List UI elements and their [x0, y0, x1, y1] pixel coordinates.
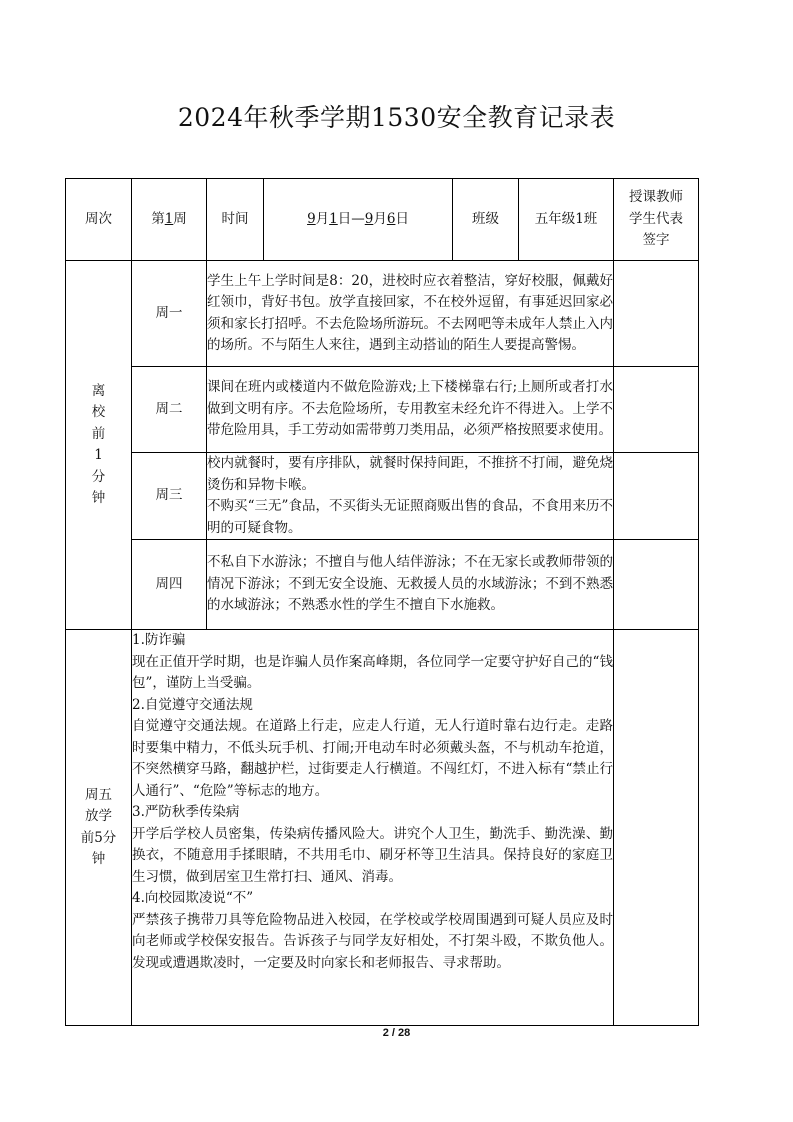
item-text: 自觉遵守交通法规。在道路上行走，应走人行道，无人行道时靠右边行走。走路时要集中精力，不低头玩手机、打闹;开电动车时必须戴头盔，不与机动车抢道，不突然横穿马路，翻越护栏，过街要走人行横道。不闯红灯，不进入标有“禁止行人通行”、“危险”等标志的地方。 — [132, 718, 613, 799]
item-text: 现在正值开学时期，也是诈骗人员作案高峰期，各位同学一定要守护好自己的“钱包”，谨防上当受骗。 — [132, 653, 613, 691]
class-value: 五年级1班 — [519, 179, 614, 261]
wednesday-content: 校内就餐时，要有序排队，就餐时保持间距，不推挤不打闹，避免烧烫伤和异物卡喉。 不购买“三无”食品，不买街头无证照商贩出售的食品，不食用来历不明的可疑食物。 — [207, 453, 614, 540]
signature-cell — [614, 367, 699, 453]
item-heading: 1.防诈骗 — [132, 632, 186, 648]
page-title: 2024年秋季学期1530安全教育记录表 — [177, 103, 616, 132]
item-heading: 2.自觉遵守交通法规 — [132, 696, 253, 713]
item-text: 严禁孩子携带刀具等危险物品进入校园，在学校或学校周围遇到可疑人员应及时向老师或学校保安报告。告诉孩子与同学友好相处，不打架斗殴，不欺负他人。发现或遭遇欺凌时，一定要及时向家长和老师报告、寻求帮助。 — [132, 911, 613, 971]
day-label-tuesday: 周二 — [132, 367, 207, 453]
week-number: 1 — [164, 210, 174, 227]
class-label: 班级 — [453, 179, 519, 261]
day-label-monday: 周一 — [132, 261, 207, 367]
safety-record-table — [65, 178, 699, 1026]
monday-content: 学生上午上学时间是8：20，进校时应衣着整洁，穿好校服，佩戴好红领巾，背好书包。放学直接回家，不在校外逗留，有事延迟回家必须和家长打招呼。不去危险场所游玩。不去网吧等未成年人禁止入内的场所。不与陌生人来往，遇到主动搭讪的陌生人要提高警惕。 — [207, 261, 614, 367]
page-number: 2 / 28 — [382, 1027, 411, 1039]
tuesday-row — [66, 367, 699, 453]
signature-label: 授课教师 学生代表 签字 — [614, 179, 699, 261]
thursday-content: 不私自下水游泳；不擅自与他人结伴游泳；不在无家长或教师带领的情况下游泳；不到无安全设施、无救援人员的水域游泳；不到不熟悉的水域游泳；不熟悉水性的学生不擅自下水施救。 — [207, 540, 614, 630]
item-heading: 3.严防秋季传染病 — [132, 804, 240, 820]
tuesday-content: 课间在班内或楼道内不做危险游戏;上下楼梯靠右行;上厕所或者打水做到文明有序。不去危险场所，专用教室未经允许不得进入。上学不带危险用具，手工劳动如需带剪刀类用品，必须严格按照要求使用。 — [207, 367, 614, 453]
week-value: 第1周 — [132, 179, 207, 261]
signature-cell — [614, 261, 699, 367]
header-row — [66, 179, 699, 261]
wednesday-row — [66, 453, 699, 540]
time-label: 时间 — [207, 179, 264, 261]
week-label: 周次 — [66, 179, 132, 261]
signature-cell — [614, 540, 699, 630]
monday-row — [66, 261, 699, 367]
signature-cell — [614, 630, 699, 1026]
day-label-thursday: 周四 — [132, 540, 207, 630]
day-label-wednesday: 周三 — [132, 453, 207, 540]
item-heading: 4.向校园欺凌说“不” — [132, 890, 254, 906]
date-range: 9月1日—9月6日 — [264, 179, 453, 261]
friday-row — [66, 630, 699, 1026]
friday-content — [132, 630, 614, 1026]
thursday-row — [66, 540, 699, 630]
friday-label: 周五 放学 前5分 钟 — [66, 630, 132, 1026]
item-text: 开学后学校人员密集，传染病传播风险大。讲究个人卫生，勤洗手、勤洗澡、勤换衣，不随意用手揉眼睛，不共用毛巾、刷牙杯等卫生洁具。保持良好的家庭卫生习惯，做到居室卫生常打扫、通风、消毒。 — [132, 825, 613, 885]
signature-cell — [614, 453, 699, 540]
pre-dismissal-label: 离 校 前 1 分 钟 — [66, 261, 132, 630]
